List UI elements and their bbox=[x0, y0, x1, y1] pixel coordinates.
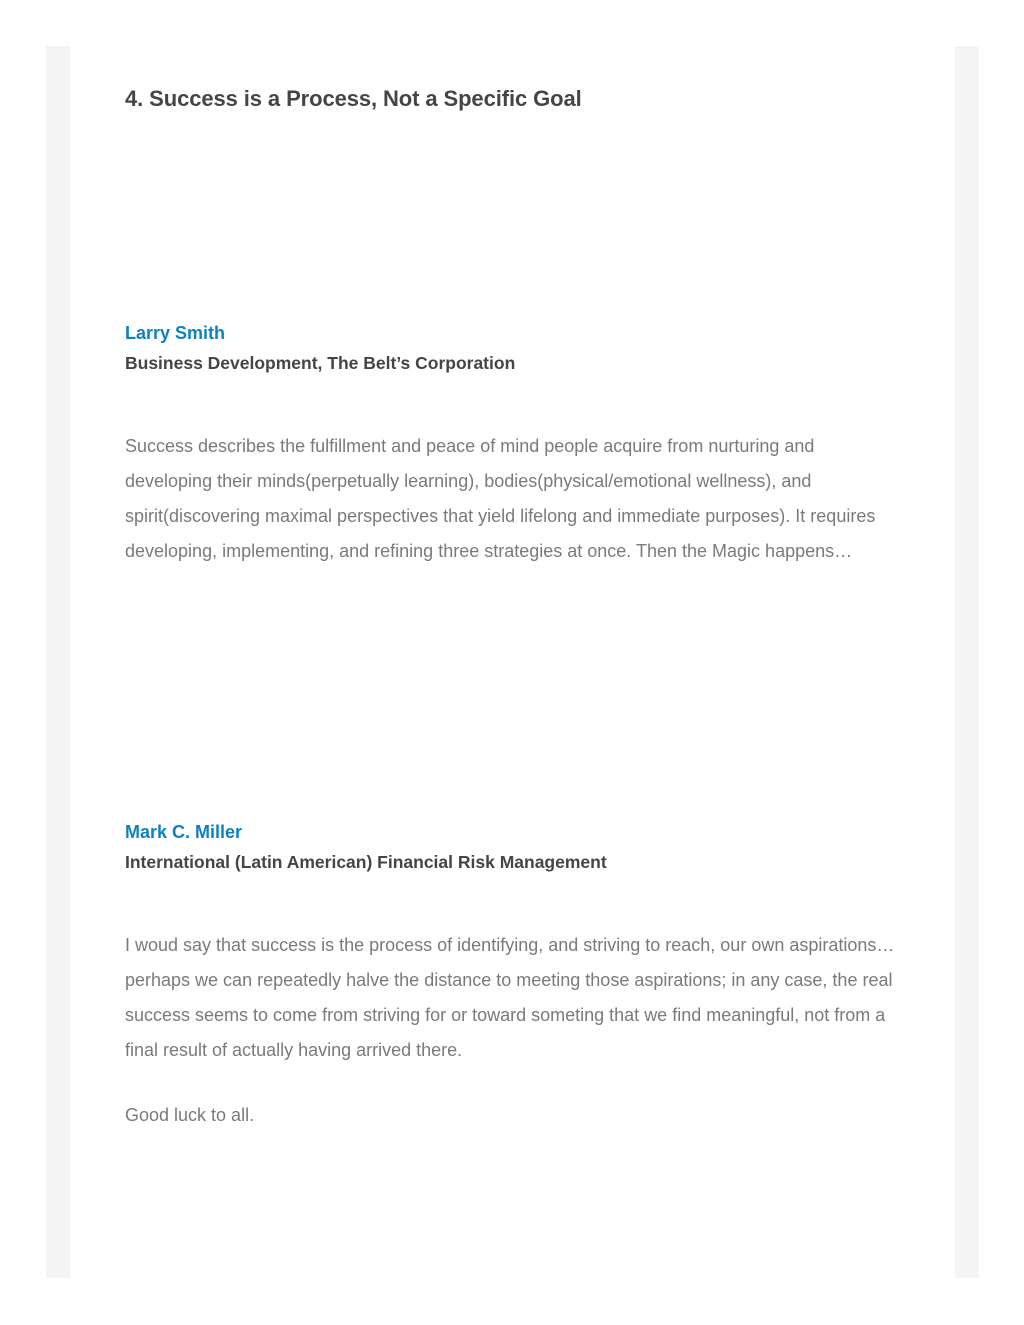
author-name: Mark C. Miller bbox=[125, 822, 243, 842]
document-page bbox=[70, 46, 955, 1278]
response-paragraph: Success describes the fulfillment and peace of mind people acquire from nurturing and developing their minds(perpetually learning), bodies(physical/emotional wellness), and spirit(discovering maximal perspectives that yield lifelong and immediate purposes). It requires developing, implementing, and refining three strategies at once. Then the Magic happens… bbox=[125, 436, 876, 561]
left-margin-bar bbox=[46, 46, 70, 1278]
section-title: 4. Success is a Process, Not a Specific Goal bbox=[125, 86, 582, 111]
response-paragraph: Good luck to all. bbox=[125, 1105, 255, 1125]
response-paragraph: I woud say that success is the process of identifying, and striving to reach, our own aspirations…perhaps we can repeatedly halve the distance to meeting those aspirations; in any case, the real success seems to come from striving for or toward someting that we find meaningful, not from a final result of actually having arrived there. bbox=[125, 935, 895, 1060]
right-margin-bar bbox=[955, 46, 979, 1278]
response-mark-miller bbox=[125, 820, 900, 1133]
author-name: Larry Smith bbox=[125, 323, 226, 343]
author-role: Business Development, The Belt’s Corporation bbox=[125, 353, 516, 373]
author-role: International (Latin American) Financial Risk Management bbox=[125, 852, 607, 872]
response-larry-smith bbox=[125, 321, 900, 569]
